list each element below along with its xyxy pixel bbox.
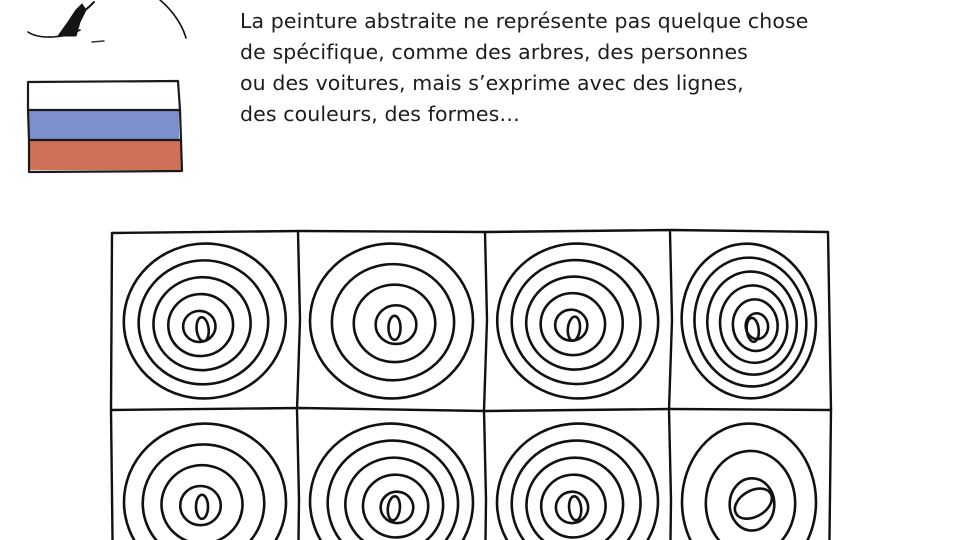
cell-6-ring-2: [321, 434, 464, 540]
grid-column-divider-2: [484, 232, 487, 540]
cell-1-ring-3: [149, 272, 255, 375]
cell-5-core: [196, 495, 208, 519]
text-line-3: ou des voitures, mais s’exprime avec des lignes,: [240, 71, 744, 95]
cell-8-ring-2: [706, 451, 795, 540]
cell-6-ring-4: [360, 471, 431, 540]
cell-7-ring-4: [538, 471, 609, 540]
flag-stripe-blue: [29, 110, 179, 140]
flag-stripe-white: [29, 82, 179, 110]
cell-4-ring-5: [730, 297, 780, 353]
cell-2-core: [389, 316, 401, 340]
cell-7-ring-2: [506, 434, 647, 540]
sketch-figure-body: [58, 4, 86, 36]
flag-stripe-red: [29, 140, 181, 170]
grid-column-divider-1: [297, 232, 300, 540]
figure-sketch-icon: [20, 0, 200, 50]
text-line-1: La peinture abstraite ne représente pas quelque chose: [240, 9, 809, 33]
grid-outline: [111, 230, 831, 540]
grid-row-divider: [112, 408, 831, 411]
cell-1-ring-4: [165, 291, 236, 359]
cell-3-ring-5: [554, 308, 589, 342]
sketch-mark: [92, 41, 104, 42]
cell-3-ring-4: [538, 290, 609, 358]
text-line-2: de spécifique, comme des arbres, des personnes: [240, 40, 748, 64]
cell-8-ring-1: [682, 424, 816, 540]
cell-6-core: [387, 496, 401, 521]
cell-2-ring-1: [310, 244, 473, 399]
cell-5-ring-3: [162, 465, 243, 540]
cell-1-core: [195, 317, 209, 342]
sketch-right-arc: [160, 0, 186, 38]
grid-column-divider-3: [669, 232, 672, 540]
cell-7-core: [568, 496, 582, 521]
cell-2-ring-3: [354, 285, 436, 362]
text-line-4: des couleurs, des formes…: [240, 102, 520, 126]
cell-3-ring-3: [522, 272, 628, 374]
concentric-circles-drawing: [100, 220, 840, 540]
flag-icon: [26, 78, 186, 176]
description-paragraph: [240, 6, 940, 130]
cell-4-ring-4: [716, 282, 791, 366]
